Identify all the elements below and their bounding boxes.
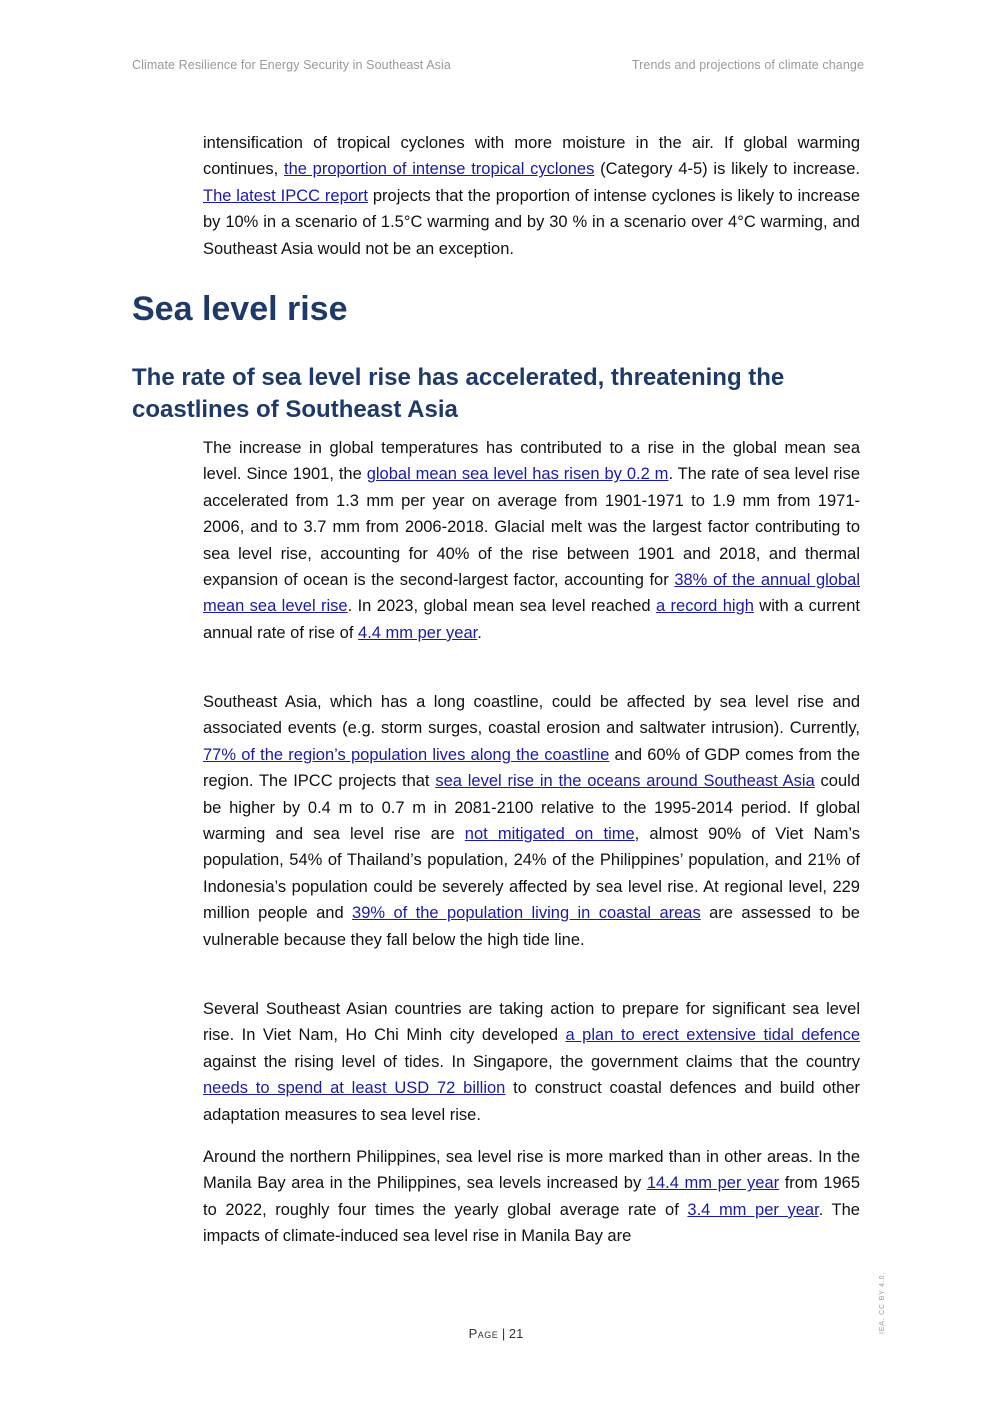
paragraph-cyclones (203, 130, 860, 262)
paragraph-philippines (203, 1144, 860, 1250)
inline-link[interactable]: 77% of the region’s population lives along the coastline (203, 745, 610, 764)
license-note: IEA. CC BY 4.0. (879, 1271, 886, 1334)
paragraph-adaptation-actions (203, 996, 860, 1128)
text-run: could be higher by 0.4 m to 0.7 m in 2081-2100 relative to the 1995-2014 period. If global warming and sea level rise are (203, 772, 860, 844)
inline-link[interactable]: 39% of the population living in coastal areas (352, 904, 701, 923)
inline-link[interactable]: the proportion of intense tropical cyclones (283, 160, 595, 179)
inline-link[interactable]: 3.4 mm per year (687, 1200, 819, 1219)
header-chapter-title: Trends and projections of climate change (631, 58, 864, 72)
inline-link[interactable]: 14.4 mm per year (646, 1174, 780, 1193)
text-run: , almost 90% of Viet Nam’s population, 54% of Thailand’s population, 24% of the Philippines’ population, and 21% of Indonesia’s population could be severely affected by sea level rise. At regional level, 229 million people and (203, 825, 860, 923)
inline-link[interactable]: global mean sea level has risen by 0.2 m (366, 465, 669, 484)
text-run: . The impacts of climate-induced sea level rise in Manila Bay are (203, 1200, 860, 1246)
inline-link[interactable]: a plan to erect extensive tidal defence (565, 1026, 860, 1045)
text-run: (Category 4-5) is likely to increase. (594, 160, 860, 179)
text-run: . (477, 623, 482, 642)
inline-link[interactable]: The latest IPCC report (203, 186, 369, 205)
header-document-title: Climate Resilience for Energy Security in Southeast Asia (132, 58, 451, 72)
paragraph-southeast-asia-exposure (203, 689, 860, 953)
page-separator: | (498, 1326, 509, 1341)
subsection-title: The rate of sea level rise has accelerated, threatening the coastlines of Southeast Asia (132, 364, 785, 423)
text-run: against the rising level of tides. In Singapore, the government claims that the country (203, 1052, 860, 1071)
text-run: and 60% of GDP comes from the region. The IPCC projects that (203, 745, 860, 791)
inline-link[interactable]: sea level rise in the oceans around Southeast Asia (435, 772, 815, 791)
text-run: Southeast Asia, which has a long coastline, could be affected by sea level rise and associated events (e.g. storm surges, coastal erosion and saltwater intrusion). Currently, (203, 693, 860, 738)
page-label: Page (468, 1326, 499, 1341)
text-run: projects that the proportion of intense cyclones is likely to increase by 10% in a scenario of 1.5°C warming and by 30 % in a scenario over 4°C warming, and Southeast Asia would not be an exception. (203, 186, 860, 258)
text-run: to construct coastal defences and build other adaptation measures to sea level rise. (203, 1079, 860, 1124)
inline-link[interactable]: not mitigated on time (464, 825, 635, 844)
text-run: The increase in global temperatures has contributed to a rise in the global mean sea level. Since 1901, the (203, 439, 860, 484)
text-run: with a current annual rate of rise of (203, 597, 860, 642)
text-run: Several Southeast Asian countries are taking action to prepare for significant sea level rise. In Viet Nam, Ho Chi Minh city developed (203, 1000, 860, 1045)
inline-link[interactable]: 4.4 mm per year (358, 623, 478, 642)
page-number: 21 (508, 1326, 524, 1341)
inline-link[interactable]: needs to spend at least USD 72 billion (203, 1079, 506, 1098)
running-header (132, 58, 864, 72)
text-run: intensification of tropical cyclones with more moisture in the air. If global warming continues, (203, 134, 860, 179)
text-run: Around the northern Philippines, sea level rise is more marked than in other areas. In the Manila Bay area in the Philippines, sea levels increased by (203, 1148, 860, 1193)
section-title: Sea level rise (132, 290, 348, 328)
paragraph-global-sea-level (203, 435, 860, 646)
inline-link[interactable]: a record high (655, 597, 754, 616)
inline-link[interactable]: 38% of the annual global mean sea level rise (203, 571, 860, 616)
page-footer (0, 1326, 992, 1341)
text-run: . In 2023, global mean sea level reached (347, 597, 656, 616)
text-run: from 1965 to 2022, roughly four times the yearly global average rate of (203, 1174, 861, 1219)
text-run: are assessed to be vulnerable because they fall below the high tide line. (203, 904, 860, 949)
text-run: . The rate of sea level rise accelerated from 1.3 mm per year on average from 1901-1971 to 1.9 mm from 1971-2006, and to 3.7 mm from 2006-2018. Glacial melt was the largest factor contributing to sea level rise, accounting for 40% of the rise between 1901 and 2018, and thermal expansion of ocean is the second-largest factor, accounting for (203, 465, 861, 590)
